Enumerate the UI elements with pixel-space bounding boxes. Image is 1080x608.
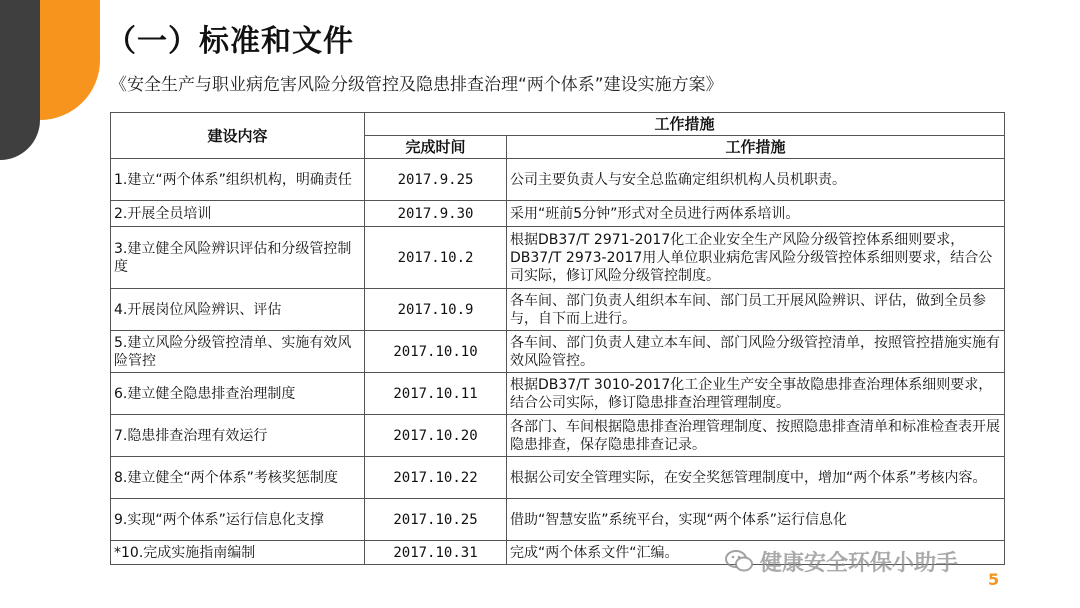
row-item: 6.建立健全隐患排查治理制度	[111, 373, 365, 415]
row-date: 2017.10.10	[365, 331, 507, 373]
header-measure: 工作措施	[507, 136, 1005, 159]
table-row	[111, 499, 1005, 541]
header-content: 建设内容	[111, 113, 365, 159]
row-item: 7.隐患排查治理有效运行	[111, 415, 365, 457]
row-measure: 各车间、部门负责人建立本车间、部门风险分级管控清单，按照管控措施实施有效风险管控。	[507, 331, 1005, 373]
row-date: 2017.10.22	[365, 457, 507, 499]
table-row	[111, 331, 1005, 373]
page-number: 5	[988, 570, 1000, 589]
row-date: 2017.10.20	[365, 415, 507, 457]
row-measure: 根据DB37/T 2971-2017化工企业安全生产风险分级管控体系细则要求，DB37/T 2973-2017用人单位职业病危害风险分级管控体系细则要求，结合公司实际，修订风险分级管控制度。	[507, 227, 1005, 289]
row-item: 8.建立健全“两个体系”考核奖惩制度	[111, 457, 365, 499]
row-item: 2.开展全员培训	[111, 201, 365, 227]
row-item: 9.实现“两个体系”运行信息化支撑	[111, 499, 365, 541]
row-date: 2017.10.9	[365, 289, 507, 331]
row-item: 1.建立“两个体系”组织机构，明确责任	[111, 159, 365, 201]
row-measure: 借助“智慧安监”系统平台，实现“两个体系”运行信息化	[507, 499, 1005, 541]
row-measure: 公司主要负责人与安全总监确定组织机构人员机职责。	[507, 159, 1005, 201]
row-measure: 根据公司安全管理实际，在安全奖惩管理制度中，增加“两个体系”考核内容。	[507, 457, 1005, 499]
corner-decoration-dark	[0, 0, 40, 160]
row-item: 5.建立风险分级管控清单、实施有效风险管控	[111, 331, 365, 373]
table-row	[111, 373, 1005, 415]
row-item: 3.建立健全风险辨识评估和分级管控制度	[111, 227, 365, 289]
row-measure: 各车间、部门负责人组织本车间、部门员工开展风险辨识、评估，做到全员参与，自下而上进行。	[507, 289, 1005, 331]
table-row	[111, 415, 1005, 457]
slide-title: （一）标准和文件	[106, 24, 354, 59]
row-measure: 各部门、车间根据隐患排查治理管理制度、按照隐患排查清单和标准检查表开展隐患排查，保存隐患排查记录。	[507, 415, 1005, 457]
measures-table	[110, 112, 1005, 565]
header-date: 完成时间	[365, 136, 507, 159]
table-row	[111, 201, 1005, 227]
watermark-text: 健康安全环保小助手	[760, 551, 959, 576]
header-group: 工作措施	[365, 113, 1005, 136]
table-row	[111, 227, 1005, 289]
row-date: 2017.10.11	[365, 373, 507, 415]
table-row	[111, 457, 1005, 499]
table-row	[111, 289, 1005, 331]
row-measure: 根据DB37/T 3010-2017化工企业生产安全事故隐患排查治理体系细则要求，结合公司实际，修订隐患排查治理管理制度。	[507, 373, 1005, 415]
slide-subtitle: 《安全生产与职业病危害风险分级管控及隐患排查治理“两个体系”建设实施方案》	[110, 75, 723, 95]
wechat-icon	[724, 548, 754, 574]
row-date: 2017.9.25	[365, 159, 507, 201]
row-item: 4.开展岗位风险辨识、评估	[111, 289, 365, 331]
row-date: 2017.9.30	[365, 201, 507, 227]
row-date: 2017.10.2	[365, 227, 507, 289]
row-measure: 完成“两个体系文件“汇编。	[507, 541, 1005, 565]
table-row	[111, 159, 1005, 201]
row-date: 2017.10.31	[365, 541, 507, 565]
row-measure: 采用“班前5分钟”形式对全员进行两体系培训。	[507, 201, 1005, 227]
row-date: 2017.10.25	[365, 499, 507, 541]
row-item: *10.完成实施指南编制	[111, 541, 365, 565]
